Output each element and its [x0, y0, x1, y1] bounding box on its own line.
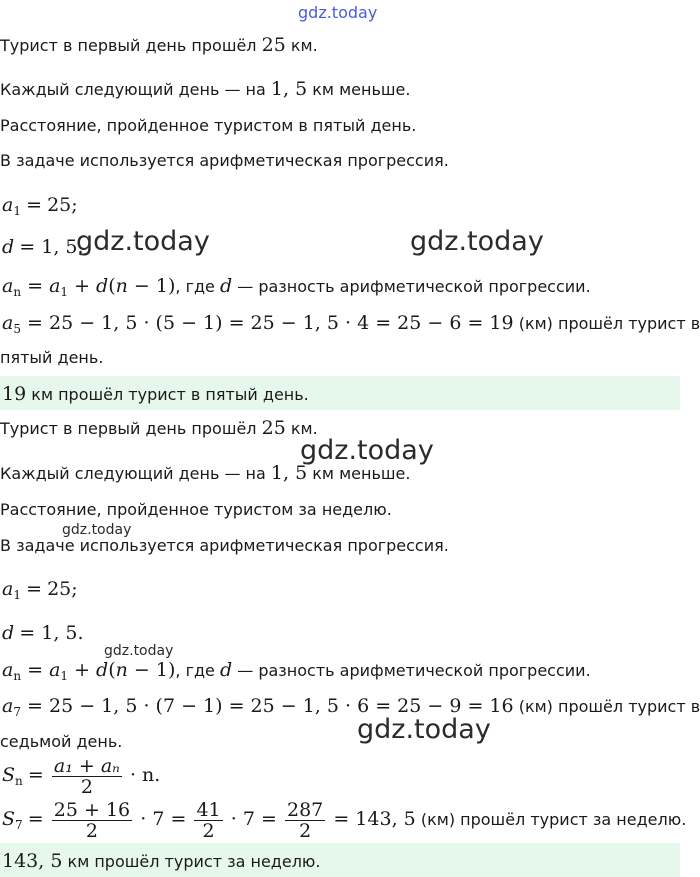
watermark: gdz.today — [410, 226, 544, 257]
given-decrease: Каждый следующий день — на 1, 5 км меньше. — [0, 462, 411, 484]
sum-formula: $S_n$ = $\frac{\text{a₁ + aₙ}}{2}$ · n. — [2, 755, 161, 798]
answer-box: 143, 5 км прошёл турист за неделю. — [0, 843, 680, 877]
answer-box: 19 км прошёл турист в пятый день. — [0, 376, 680, 410]
given-first-day: Турист в первый день прошёл 25 км. — [0, 417, 318, 439]
given-decrease: Каждый следующий день — на 1, 5 км меньше. — [0, 78, 411, 100]
a5-calculation: $a_5 = 25 - 1$, 5 · (5 − 1) = 25 − 1, 5 · 4 = 25 − 6 = 19 (км) прошёл турист в — [2, 312, 700, 336]
watermark: gdz.today — [76, 226, 210, 257]
s7-calculation: $S_7$ = $\frac{25 + 16}{2}$ · 7 = $\frac{41}{2}$ · 7 = $\frac{287}{2}$ = 143, 5 (км) прошёл турист за неделю. — [2, 799, 687, 842]
watermark: gdz.today — [300, 435, 434, 466]
general-formula: $a_n = a_1 + d(n - 1)$, где d — разность арифметической прогрессии. — [2, 659, 591, 683]
a7-calculation-cont: седьмой день. — [0, 732, 123, 751]
watermark: gdz.today — [62, 522, 132, 538]
method-note: В задаче используется арифметическая прогрессия. — [0, 536, 449, 555]
watermark-top: gdz.today — [298, 3, 378, 22]
given-first-day: Турист в первый день прошёл 25 км. — [0, 34, 318, 56]
general-formula: $a_n = a_1 + d(n - 1)$, где d — разность арифметической прогрессии. — [2, 275, 591, 299]
watermark: gdz.today — [104, 643, 174, 659]
method-note: В задаче используется арифметическая прогрессия. — [0, 151, 449, 170]
d-value: d = 1, 5. — [2, 236, 84, 258]
a1-value: $a_1 = 25$; — [2, 194, 78, 218]
watermark: gdz.today — [357, 714, 491, 745]
d-value: d = 1, 5. — [2, 622, 84, 644]
find-statement: Расстояние, пройденное туристом за неделю. — [0, 500, 392, 519]
find-statement: Расстояние, пройденное туристом в пятый день. — [0, 116, 417, 135]
a7-calculation: $a_7 = 25 - 1$, 5 · (7 − 1) = 25 − 1, 5 · 6 = 25 − 9 = 16 (км) прошёл турист в — [2, 695, 700, 719]
a5-calculation-cont: пятый день. — [0, 348, 104, 367]
a1-value: $a_1 = 25$; — [2, 578, 78, 602]
